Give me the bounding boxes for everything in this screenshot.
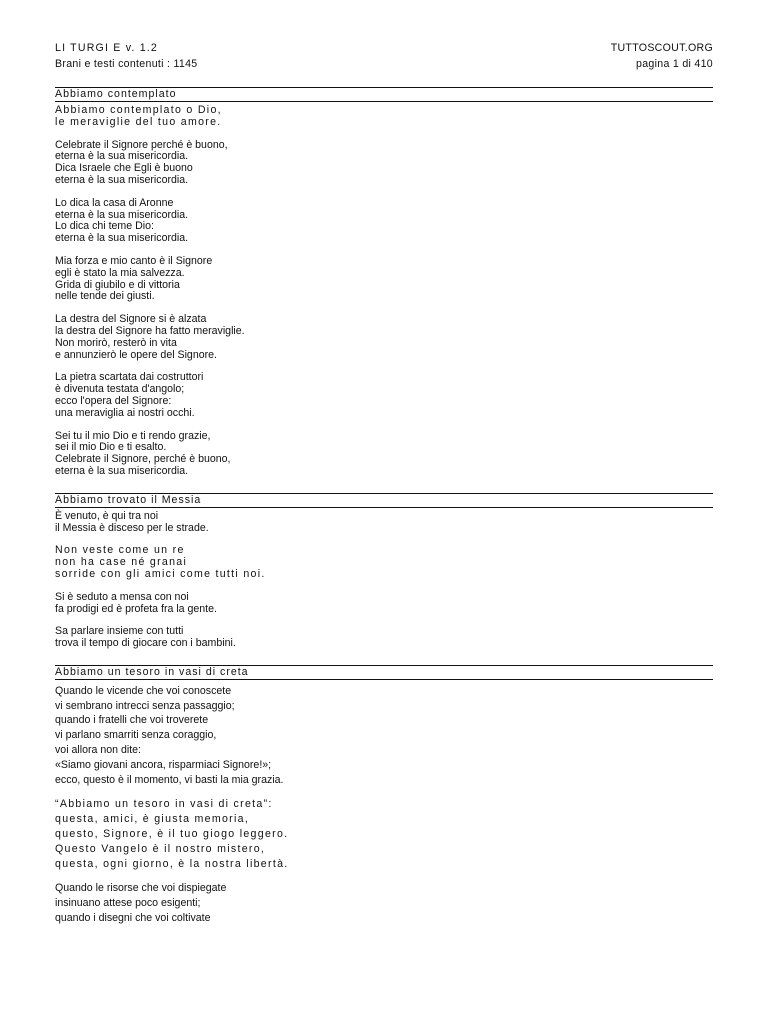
stanza <box>55 140 713 187</box>
verse-line: una meraviglia ai nostri occhi. <box>55 406 195 419</box>
verse-line: insinuano attese poco esigenti; <box>55 897 201 910</box>
verse-line: Abbiamo contemplato o Dio, <box>55 104 222 116</box>
verse-line: Lo dica chi teme Dio: <box>55 220 154 233</box>
section-title: Abbiamo contemplato <box>55 87 713 102</box>
stanza <box>55 372 713 419</box>
verse-line: quando i fratelli che voi troverete <box>55 714 209 727</box>
verse-line: eterna è la sua misericordia. <box>55 150 189 163</box>
stanza <box>55 545 713 580</box>
section-abbiamo-trovato-il-messia <box>55 493 713 650</box>
verse-line: eterna è la sua misericordia. <box>55 173 189 186</box>
verse-line: non ha case né granai <box>55 556 188 569</box>
verse-line: Mia forza e mio canto è il Signore <box>55 254 213 267</box>
stanza <box>55 256 713 303</box>
verse-line: questa, amici, è giusta memoria, <box>55 813 250 826</box>
verse-line: egli è stato la mia salvezza. <box>55 266 185 279</box>
section-title: Abbiamo un tesoro in vasi di creta <box>55 665 713 680</box>
verse-line: Celebrate il Signore perché è buono, <box>55 138 228 151</box>
verse-line: il Messia è disceso per le strade. <box>55 521 209 534</box>
verse-line: Quando le risorse che voi dispiegate <box>55 882 227 895</box>
stanza <box>55 511 713 535</box>
verse-line: voi allora non dite: <box>55 744 141 757</box>
page-header-line2 <box>55 56 713 72</box>
stanza <box>55 105 713 129</box>
document-title: LI TURGI E v. 1.2 <box>55 42 159 54</box>
verse-line: è divenuta testata d'angolo; <box>55 383 185 396</box>
verse-line: Non morirò, resterò in vita <box>55 336 177 349</box>
item-count: Brani e testi contenuti : 1145 <box>55 58 198 70</box>
verse-line: sei il mio Dio e ti esalto. <box>55 441 167 454</box>
page-header <box>55 40 713 56</box>
verse-line: Quando le vicende che voi conoscete <box>55 684 232 697</box>
verse-line: fa prodigi ed è profeta fra la gente. <box>55 602 217 615</box>
verse-line: La pietra scartata dai costruttori <box>55 371 204 384</box>
verse-line: La destra del Signore si è alzata <box>55 313 207 326</box>
verse-line: Questo Vangelo è il nostro mistero, <box>55 842 266 855</box>
page-number: pagina 1 di 410 <box>636 58 713 70</box>
verse-line: e annunzierò le opere del Signore. <box>55 348 217 361</box>
verse-line: sorride con gli amici come tutti noi. <box>55 567 266 580</box>
verse-line: «Siamo giovani ancora, risparmiaci Signore!»; <box>55 758 272 771</box>
stanza <box>55 626 713 650</box>
stanza <box>55 198 713 245</box>
section-abbiamo-contemplato <box>55 87 713 478</box>
section-title: Abbiamo trovato il Messia <box>55 493 713 508</box>
verse-line: ecco l'opera del Signore: <box>55 394 172 407</box>
verse-line: Dica Israele che Egli è buono <box>55 162 193 175</box>
verse-line: Grida di giubilo e di vittoria <box>55 278 180 291</box>
stanza <box>55 592 713 616</box>
stanza <box>55 797 713 871</box>
verse-line: vi sembrano intrecci senza passaggio; <box>55 699 235 712</box>
stanza <box>55 431 713 478</box>
verse-line: Non veste come un re <box>55 544 185 557</box>
site-name: TUTTOSCOUT.ORG <box>610 42 713 54</box>
verse-line: la destra del Signore ha fatto meraviglie. <box>55 324 245 337</box>
section-abbiamo-un-tesoro <box>55 665 713 926</box>
verse-line: questo, Signore, è il tuo giogo leggero. <box>55 828 289 841</box>
verse-line: Sei tu il mio Dio e ti rendo grazie, <box>55 429 211 442</box>
stanza <box>55 684 713 788</box>
stanza <box>55 314 713 361</box>
document-page <box>55 40 713 926</box>
verse-line: Si è seduto a mensa con noi <box>55 590 189 603</box>
verse-line: questa, ogni giorno, è la nostra libertà. <box>55 857 289 870</box>
verse-line: trova il tempo di giocare con i bambini. <box>55 637 236 650</box>
stanza <box>55 881 713 925</box>
verse-line: Celebrate il Signore, perché è buono, <box>55 453 231 466</box>
verse-line: nelle tende dei giusti. <box>55 290 155 303</box>
verse-line: ecco, questo è il momento, vi basti la mia grazia. <box>55 773 284 786</box>
verse-line: Lo dica la casa di Aronne <box>55 196 174 209</box>
verse-line: eterna è la sua misericordia. <box>55 232 189 245</box>
verse-line: eterna è la sua misericordia. <box>55 464 189 477</box>
verse-line: eterna è la sua misericordia. <box>55 208 189 221</box>
verse-line: Sa parlare insieme con tutti <box>55 625 184 638</box>
verse-line: le meraviglie del tuo amore. <box>55 115 222 128</box>
verse-line: È venuto, è qui tra noi <box>55 509 159 522</box>
verse-line: quando i disegni che voi coltivate <box>55 912 211 925</box>
verse-line: vi parlano smarriti senza coraggio, <box>55 729 217 742</box>
verse-line: “Abbiamo un tesoro in vasi di creta”: <box>55 798 273 811</box>
